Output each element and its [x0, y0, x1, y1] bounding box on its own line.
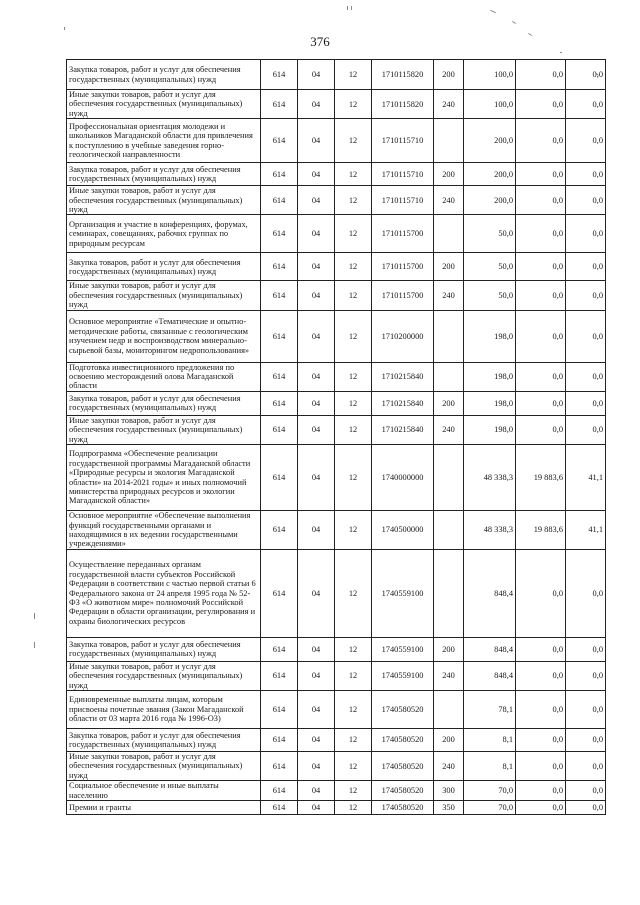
cell-vr: 200 [434, 253, 464, 281]
cell-pr: 12 [335, 661, 372, 690]
table-body [67, 60, 606, 815]
cell-vr: 200 [434, 728, 464, 751]
cell-csr: 1740580520 [372, 728, 434, 751]
cell-pr: 12 [335, 119, 372, 163]
cell-rz: 04 [298, 215, 335, 253]
table-row [67, 800, 606, 814]
cell-y3: 0,0 [566, 163, 606, 186]
cell-csr: 1710115700 [372, 253, 434, 281]
cell-y3: 0,0 [566, 310, 606, 362]
cell-y2: 0,0 [516, 362, 566, 391]
cell-ved: 614 [261, 751, 298, 780]
table-row [67, 637, 606, 661]
cell-rz: 04 [298, 690, 335, 728]
cell-vr: 200 [434, 391, 464, 415]
cell-y3: 0,0 [566, 90, 606, 119]
table-row [67, 751, 606, 780]
cell-csr: 1710115820 [372, 90, 434, 119]
cell-ved: 614 [261, 281, 298, 310]
cell-name: Закупка товаров, работ и услуг для обеспечения государственных (муниципальных) нужд [67, 728, 261, 751]
cell-ved: 614 [261, 800, 298, 814]
cell-pr: 12 [335, 362, 372, 391]
cell-y2: 0,0 [516, 800, 566, 814]
cell-y2: 0,0 [516, 751, 566, 780]
cell-y1: 198,0 [464, 362, 516, 391]
cell-vr [434, 215, 464, 253]
cell-name: Иные закупки товаров, работ и услуг для обеспечения государственных (муниципальных) нужд [67, 415, 261, 444]
cell-y2: 0,0 [516, 549, 566, 637]
cell-rz: 04 [298, 391, 335, 415]
cell-pr: 12 [335, 751, 372, 780]
cell-y2: 0,0 [516, 90, 566, 119]
cell-rz: 04 [298, 661, 335, 690]
cell-pr: 12 [335, 511, 372, 550]
cell-vr: 200 [434, 60, 464, 90]
cell-y2: 19 883,6 [516, 445, 566, 511]
cell-ved: 614 [261, 781, 298, 801]
cell-name: Организация и участие в конференциях, форумах, семинарах, совещаниях, рабочих группах по природным ресурсам [67, 215, 261, 253]
cell-y2: 0,0 [516, 690, 566, 728]
table-row [67, 781, 606, 801]
cell-y3: 0,0 [566, 800, 606, 814]
cell-ved: 614 [261, 637, 298, 661]
cell-csr: 1710215840 [372, 391, 434, 415]
cell-y1: 70,0 [464, 800, 516, 814]
cell-y1: 8,1 [464, 728, 516, 751]
cell-pr: 12 [335, 281, 372, 310]
table-row [67, 362, 606, 391]
cell-ved: 614 [261, 511, 298, 550]
cell-rz: 04 [298, 781, 335, 801]
cell-vr: 240 [434, 661, 464, 690]
cell-y2: 0,0 [516, 661, 566, 690]
table-row [67, 728, 606, 751]
cell-y3: 41,1 [566, 511, 606, 550]
cell-name: Подготовка инвестиционного предложения по освоению месторождений олова Магаданской области [67, 362, 261, 391]
cell-y2: 0,0 [516, 728, 566, 751]
cell-name: Закупка товаров, работ и услуг для обеспечения государственных (муниципальных) нужд [67, 637, 261, 661]
cell-y3: 0,0 [566, 281, 606, 310]
cell-vr [434, 445, 464, 511]
cell-y2: 0,0 [516, 119, 566, 163]
cell-ved: 614 [261, 310, 298, 362]
cell-ved: 614 [261, 163, 298, 186]
cell-rz: 04 [298, 549, 335, 637]
cell-name: Иные закупки товаров, работ и услуг для обеспечения государственных (муниципальных) нужд [67, 281, 261, 310]
cell-csr: 1740559100 [372, 549, 434, 637]
scan-artifact [64, 27, 65, 30]
cell-y2: 0,0 [516, 215, 566, 253]
table-row [67, 281, 606, 310]
cell-rz: 04 [298, 163, 335, 186]
cell-name: Иные закупки товаров, работ и услуг для обеспечения государственных (муниципальных) нужд [67, 751, 261, 780]
cell-pr: 12 [335, 310, 372, 362]
cell-y1: 198,0 [464, 310, 516, 362]
cell-pr: 12 [335, 637, 372, 661]
cell-y1: 200,0 [464, 119, 516, 163]
cell-vr: 200 [434, 163, 464, 186]
cell-rz: 04 [298, 186, 335, 215]
cell-csr: 1740580520 [372, 800, 434, 814]
cell-csr: 1740580520 [372, 690, 434, 728]
cell-vr [434, 690, 464, 728]
cell-name: Единовременные выплаты лицам, которым присвоены почетные звания (Закон Магаданской области от 03 марта 2016 года № 1996-ОЗ) [67, 690, 261, 728]
cell-vr: 240 [434, 281, 464, 310]
cell-vr: 240 [434, 415, 464, 444]
cell-rz: 04 [298, 728, 335, 751]
cell-y3: 0,0 [566, 637, 606, 661]
cell-rz: 04 [298, 445, 335, 511]
cell-y3: 0,0 [566, 549, 606, 637]
cell-y2: 19 883,6 [516, 511, 566, 550]
cell-ved: 614 [261, 362, 298, 391]
cell-y1: 848,4 [464, 637, 516, 661]
cell-ved: 614 [261, 690, 298, 728]
cell-y3: 0,0 [566, 215, 606, 253]
cell-csr: 1740559100 [372, 637, 434, 661]
cell-vr: 240 [434, 90, 464, 119]
cell-y2: 0,0 [516, 281, 566, 310]
cell-y1: 848,4 [464, 549, 516, 637]
cell-vr: 300 [434, 781, 464, 801]
cell-csr: 1740000000 [372, 445, 434, 511]
cell-ved: 614 [261, 445, 298, 511]
cell-name: Закупка товаров, работ и услуг для обеспечения государственных (муниципальных) нужд [67, 60, 261, 90]
cell-y3: 41,1 [566, 445, 606, 511]
cell-y1: 50,0 [464, 253, 516, 281]
cell-rz: 04 [298, 800, 335, 814]
cell-csr: 1710215840 [372, 362, 434, 391]
cell-vr [434, 362, 464, 391]
cell-rz: 04 [298, 415, 335, 444]
cell-rz: 04 [298, 90, 335, 119]
scan-artifact [490, 10, 496, 13]
cell-rz: 04 [298, 60, 335, 90]
cell-ved: 614 [261, 549, 298, 637]
cell-ved: 614 [261, 215, 298, 253]
cell-name: Закупка товаров, работ и услуг для обеспечения государственных (муниципальных) нужд [67, 391, 261, 415]
cell-vr: 350 [434, 800, 464, 814]
table-row [67, 310, 606, 362]
cell-rz: 04 [298, 751, 335, 780]
cell-rz: 04 [298, 281, 335, 310]
cell-y1: 100,0 [464, 60, 516, 90]
cell-y3: 0,0 [566, 661, 606, 690]
cell-csr: 1710115710 [372, 186, 434, 215]
cell-y3: 0,0 [566, 362, 606, 391]
cell-csr: 1710215840 [372, 415, 434, 444]
cell-csr: 1710115710 [372, 119, 434, 163]
cell-csr: 1710200000 [372, 310, 434, 362]
cell-rz: 04 [298, 637, 335, 661]
cell-y3: 0,0 [566, 415, 606, 444]
cell-y3: 0,0 [566, 391, 606, 415]
cell-y2: 0,0 [516, 163, 566, 186]
cell-y2: 0,0 [516, 186, 566, 215]
cell-y1: 50,0 [464, 215, 516, 253]
cell-name: Закупка товаров, работ и услуг для обеспечения государственных (муниципальных) нужд [67, 163, 261, 186]
table-row [67, 415, 606, 444]
table-row [67, 549, 606, 637]
cell-name: Осуществление переданных органам государственной власти субъектов Российской Федерации в соответствии с частью первой статьи 6 Федерального закона от 24 апреля 1995 года № 52-ФЗ «О животном мире» полномочий Российской Федерации в области организации, регулирования и охраны биологических ресурсов [67, 549, 261, 637]
cell-y2: 0,0 [516, 415, 566, 444]
cell-name: Подпрограмма «Обеспечение реализации государственной программы Магаданской области «Природные ресурсы и экология Магаданской области» на 2014-2021 годы» и иных полномочий министерства природных ресурсов и экологии Магаданской области» [67, 445, 261, 511]
cell-y1: 848,4 [464, 661, 516, 690]
scan-artifact [512, 21, 516, 24]
scan-artifact [351, 6, 352, 10]
cell-rz: 04 [298, 119, 335, 163]
cell-name: Иные закупки товаров, работ и услуг для обеспечения государственных (муниципальных) нужд [67, 661, 261, 690]
cell-pr: 12 [335, 415, 372, 444]
cell-pr: 12 [335, 690, 372, 728]
cell-vr [434, 549, 464, 637]
cell-name: Социальное обеспечение и иные выплаты населению [67, 781, 261, 801]
table-row [67, 391, 606, 415]
cell-y1: 198,0 [464, 415, 516, 444]
cell-rz: 04 [298, 511, 335, 550]
cell-y3: 0,0 [566, 728, 606, 751]
cell-pr: 12 [335, 253, 372, 281]
cell-y1: 70,0 [464, 781, 516, 801]
cell-vr [434, 119, 464, 163]
cell-csr: 1740559100 [372, 661, 434, 690]
cell-y3: 0,0 [566, 781, 606, 801]
table-row [67, 60, 606, 90]
scan-artifact [34, 642, 35, 648]
cell-csr: 1740580520 [372, 781, 434, 801]
cell-ved: 614 [261, 60, 298, 90]
cell-y1: 100,0 [464, 90, 516, 119]
cell-pr: 12 [335, 781, 372, 801]
cell-csr: 1710115710 [372, 163, 434, 186]
table-row [67, 690, 606, 728]
cell-y1: 200,0 [464, 186, 516, 215]
cell-y1: 50,0 [464, 281, 516, 310]
cell-csr: 1710115820 [372, 60, 434, 90]
cell-name: Профессиональная ориентация молодежи и школьников Магаданской области для привлечения к поступлению в учебные заведения горно-геологической направленности [67, 119, 261, 163]
cell-rz: 04 [298, 362, 335, 391]
scan-artifact [34, 613, 35, 619]
cell-y1: 48 338,3 [464, 511, 516, 550]
cell-pr: 12 [335, 800, 372, 814]
cell-ved: 614 [261, 391, 298, 415]
cell-pr: 12 [335, 445, 372, 511]
cell-ved: 614 [261, 661, 298, 690]
table-row [67, 215, 606, 253]
cell-y3: 0,0 [566, 690, 606, 728]
cell-y3: 0,0 [566, 119, 606, 163]
cell-name: Иные закупки товаров, работ и услуг для обеспечения государственных (муниципальных) нужд [67, 186, 261, 215]
budget-table [66, 59, 606, 815]
cell-y3: 0,0 [566, 751, 606, 780]
cell-ved: 614 [261, 728, 298, 751]
cell-y2: 0,0 [516, 391, 566, 415]
cell-ved: 614 [261, 119, 298, 163]
cell-csr: 1710115700 [372, 215, 434, 253]
cell-y2: 0,0 [516, 310, 566, 362]
table-row [67, 186, 606, 215]
cell-csr: 1740580520 [372, 751, 434, 780]
cell-name: Иные закупки товаров, работ и услуг для обеспечения государственных (муниципальных) нужд [67, 90, 261, 119]
cell-pr: 12 [335, 90, 372, 119]
cell-vr: 240 [434, 186, 464, 215]
cell-vr [434, 511, 464, 550]
cell-name: Основное мероприятие «Обеспечение выполнения функций государственными органами и находящимися в их ведении государственными учреждениями» [67, 511, 261, 550]
table-row [67, 445, 606, 511]
cell-rz: 04 [298, 310, 335, 362]
cell-csr: 1710115700 [372, 281, 434, 310]
cell-csr: 1740500000 [372, 511, 434, 550]
cell-y2: 0,0 [516, 637, 566, 661]
cell-pr: 12 [335, 215, 372, 253]
cell-y1: 200,0 [464, 163, 516, 186]
cell-pr: 12 [335, 549, 372, 637]
cell-y2: 0,0 [516, 253, 566, 281]
scan-artifact [560, 52, 562, 53]
cell-name: Основное мероприятие «Тематические и опытно-методические работы, связанные с геологическим изучением недр и воспроизводством минерально-сырьевой базы, мониторингом недропользования» [67, 310, 261, 362]
table-row [67, 119, 606, 163]
cell-y1: 48 338,3 [464, 445, 516, 511]
cell-y3: 0,0 [566, 186, 606, 215]
cell-pr: 12 [335, 391, 372, 415]
scan-artifact [347, 6, 348, 10]
page-number: 376 [310, 34, 330, 49]
cell-vr [434, 310, 464, 362]
cell-ved: 614 [261, 253, 298, 281]
cell-y1: 8,1 [464, 751, 516, 780]
table-row [67, 661, 606, 690]
cell-y3: 0,0 [566, 253, 606, 281]
cell-y1: 198,0 [464, 391, 516, 415]
cell-pr: 12 [335, 163, 372, 186]
cell-ved: 614 [261, 90, 298, 119]
table-row [67, 163, 606, 186]
cell-y2: 0,0 [516, 60, 566, 90]
cell-pr: 12 [335, 60, 372, 90]
cell-name: Премии и гранты [67, 800, 261, 814]
cell-y1: 78,1 [464, 690, 516, 728]
cell-ved: 614 [261, 186, 298, 215]
table-row [67, 511, 606, 550]
cell-y3: 0,0 [566, 60, 606, 90]
cell-vr: 240 [434, 751, 464, 780]
cell-vr: 200 [434, 637, 464, 661]
cell-pr: 12 [335, 186, 372, 215]
cell-rz: 04 [298, 253, 335, 281]
table-row [67, 90, 606, 119]
table-row [67, 253, 606, 281]
cell-y2: 0,0 [516, 781, 566, 801]
cell-pr: 12 [335, 728, 372, 751]
cell-name: Закупка товаров, работ и услуг для обеспечения государственных (муниципальных) нужд [67, 253, 261, 281]
cell-ved: 614 [261, 415, 298, 444]
